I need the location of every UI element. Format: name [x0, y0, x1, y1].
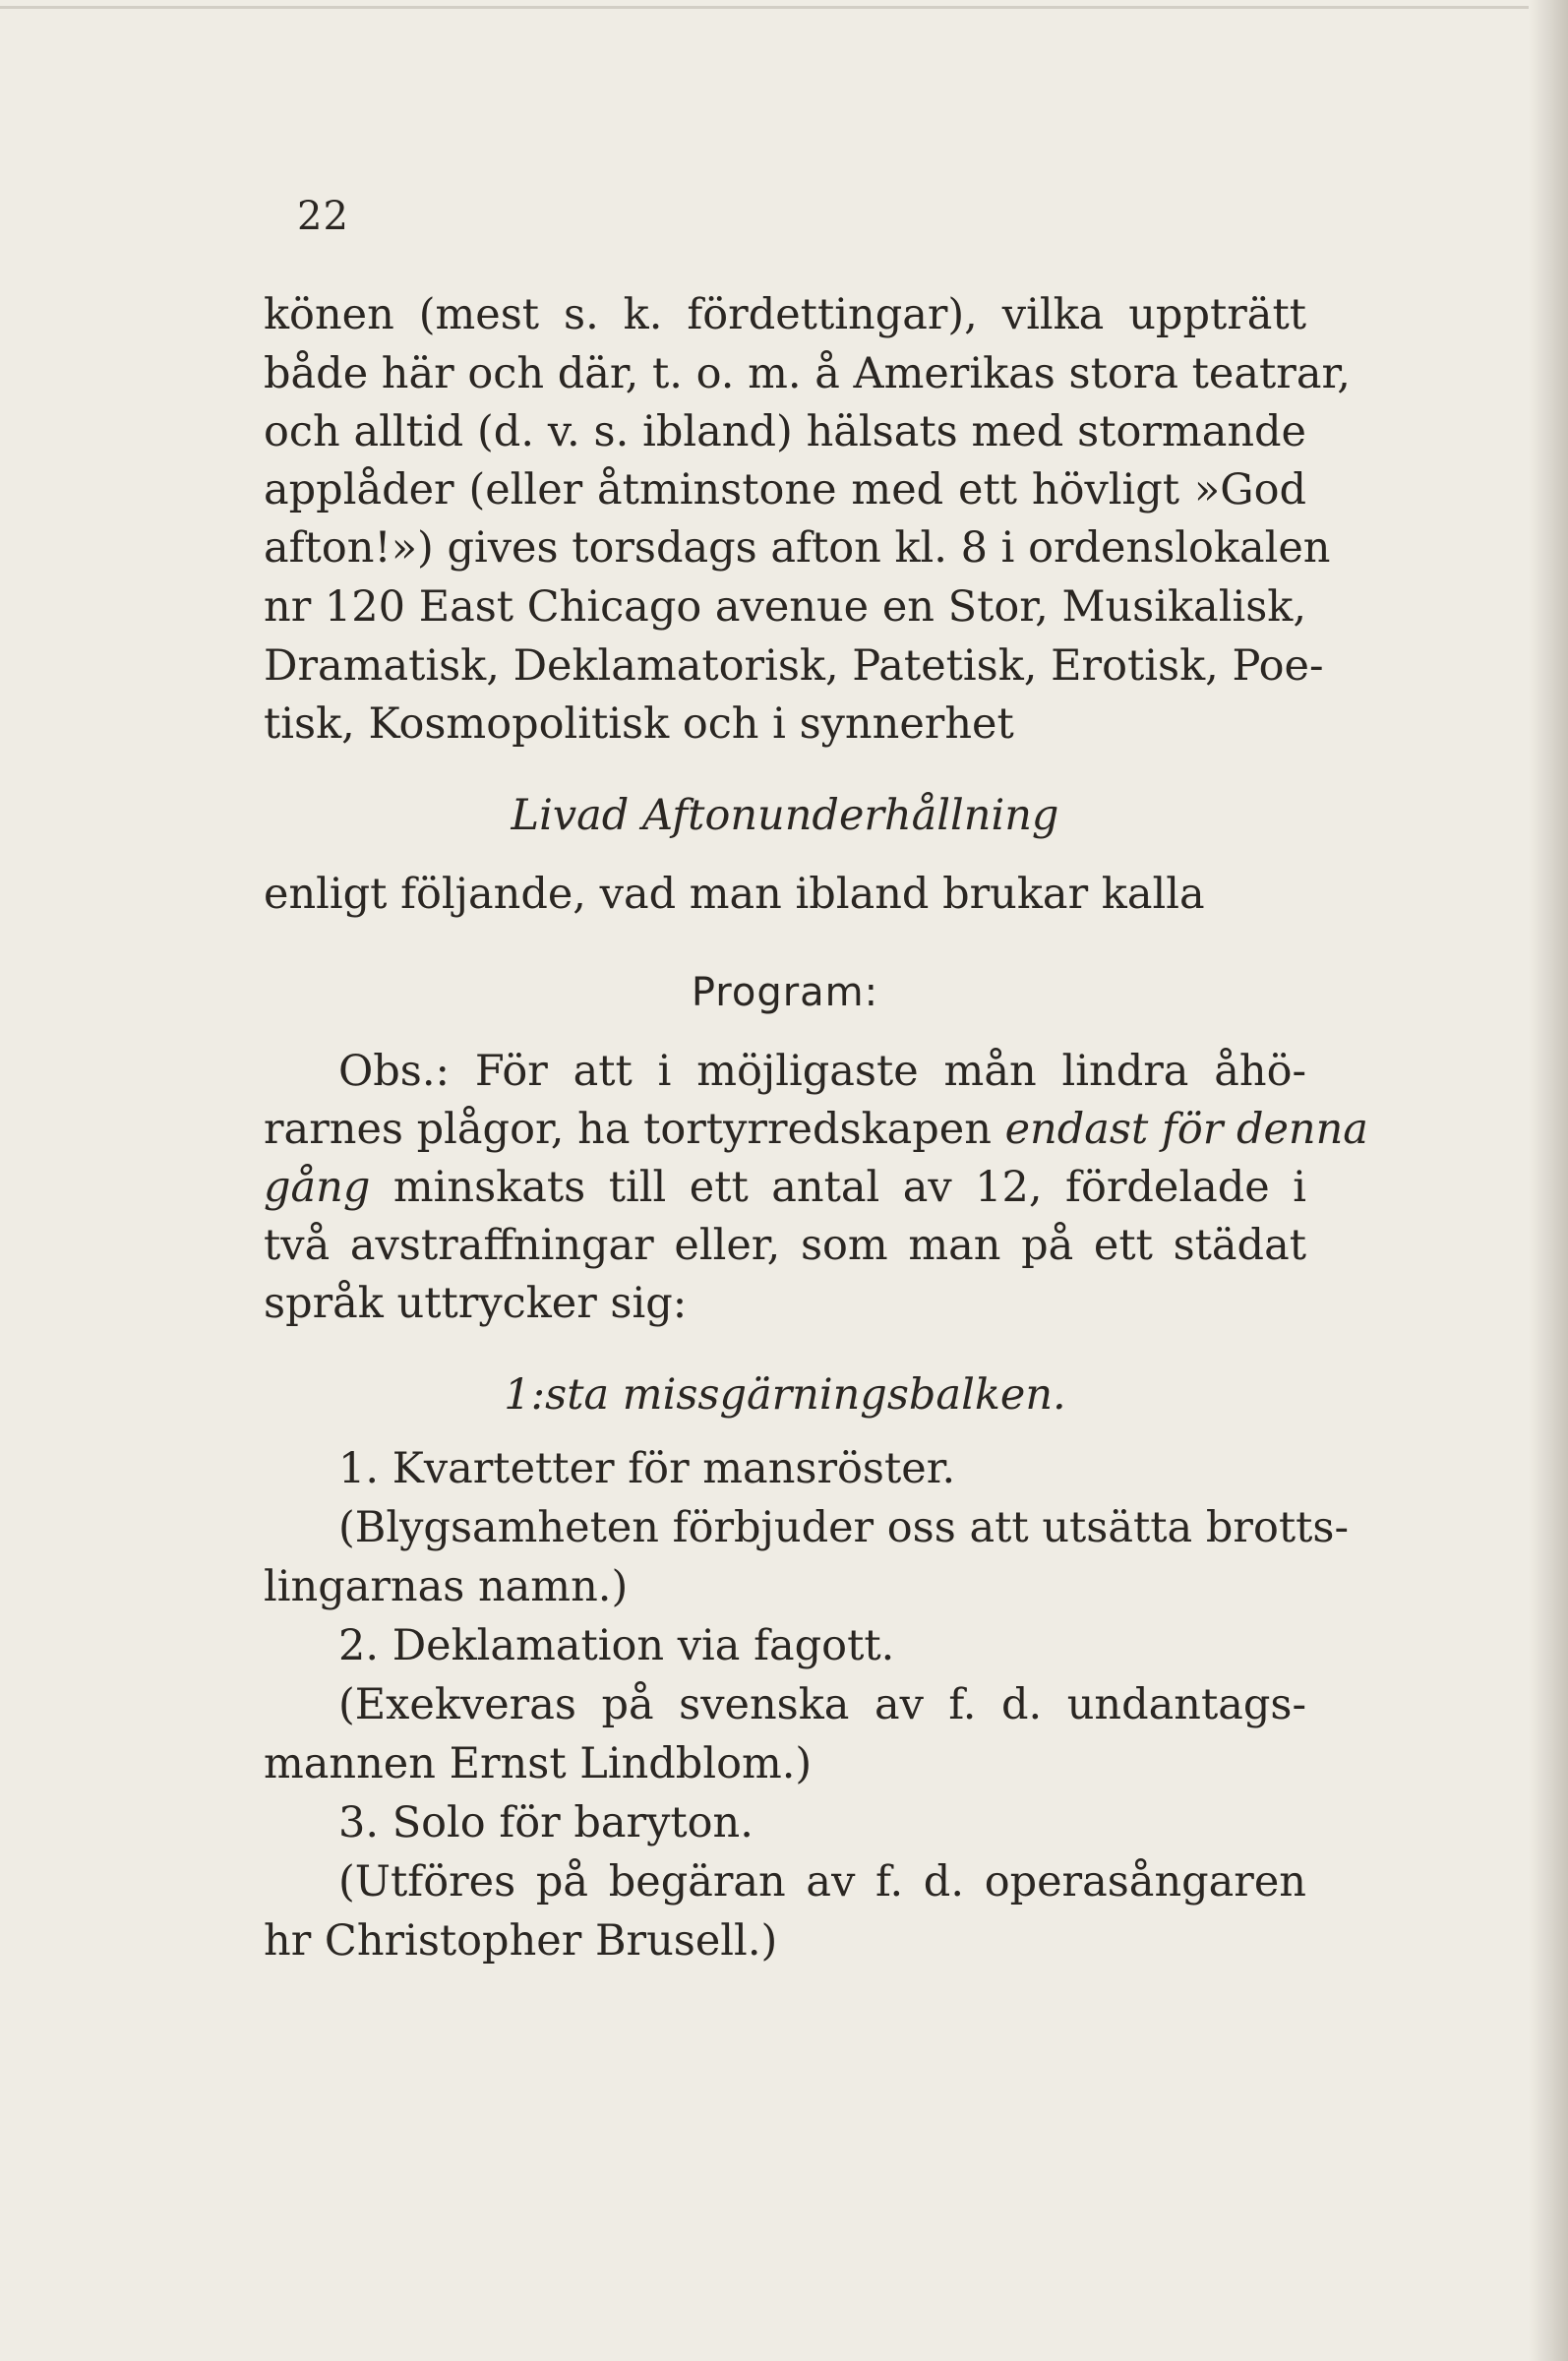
obs-line-2	[264, 1105, 1368, 1154]
obs-emphasis-1: endast för denna	[1004, 1105, 1368, 1154]
section-title: 1:sta missgärningsbalken.	[504, 1370, 1066, 1420]
obs-line-2-text: rarnes plågor, ha tortyrredskapen	[264, 1105, 1005, 1154]
program-item-3-note-1: (Utföres på begäran av f. d. operasångaren	[338, 1857, 1306, 1907]
intro-line-2: både här och där, t. o. m. å Amerikas stora teatrar,	[264, 349, 1351, 398]
program-item-1-title: 1. Kvartetter för mansröster.	[338, 1444, 956, 1493]
intro-line-6: nr 120 East Chicago avenue en Stor, Musikalisk,	[264, 582, 1306, 632]
intro-line-4: applåder (eller åtminstone med ett hövligt »God	[264, 465, 1306, 515]
program-item-2-note-1: (Exekveras på svenska av f. d. undantags-	[338, 1680, 1306, 1729]
intro-line-3: och alltid (d. v. s. ibland) hälsats med stormande	[264, 407, 1306, 456]
event-title: Livad Aftonunderhållning	[511, 791, 1059, 840]
page-top-edge	[0, 6, 1568, 9]
obs-line-3	[264, 1163, 1306, 1212]
program-item-2-note-2: mannen Ernst Lindblom.)	[264, 1739, 813, 1788]
program-heading: Program:	[691, 970, 879, 1015]
obs-line-4: två avstraffningar eller, som man på ett städat	[264, 1221, 1306, 1270]
program-item-3-note-2: hr Christopher Brusell.)	[264, 1916, 778, 1966]
obs-emphasis-2: gång	[264, 1163, 371, 1212]
program-item-1-note-1: (Blygsamheten förbjuder oss att utsätta brotts-	[338, 1503, 1349, 1552]
obs-line-3-text: minskats till ett antal av 12, fördelade i	[370, 1163, 1306, 1212]
program-item-1-note-2: lingarnas namn.)	[264, 1562, 629, 1611]
program-item-3-title: 3. Solo för baryton.	[338, 1798, 754, 1847]
intro-line-8: tisk, Kosmopolitisk och i synnerhet	[264, 699, 1014, 749]
intro-line-1: könen (mest s. k. fördettingar), vilka uppträtt	[264, 290, 1306, 339]
obs-line-1: Obs.: För att i möjligaste mån lindra åhö-	[338, 1047, 1306, 1096]
intro-line-7: Dramatisk, Deklamatorisk, Patetisk, Erotisk, Poe-	[264, 641, 1324, 691]
page-edge-shadow	[1529, 0, 1568, 2361]
program-item-2-title: 2. Deklamation via fagott.	[338, 1621, 895, 1670]
page-number: 22	[297, 194, 349, 239]
obs-line-5: språk uttrycker sig:	[264, 1279, 688, 1328]
intro-after-title: enligt följande, vad man ibland brukar kalla	[264, 870, 1205, 919]
intro-line-5: afton!») gives torsdags afton kl. 8 i ordenslokalen	[264, 523, 1331, 573]
